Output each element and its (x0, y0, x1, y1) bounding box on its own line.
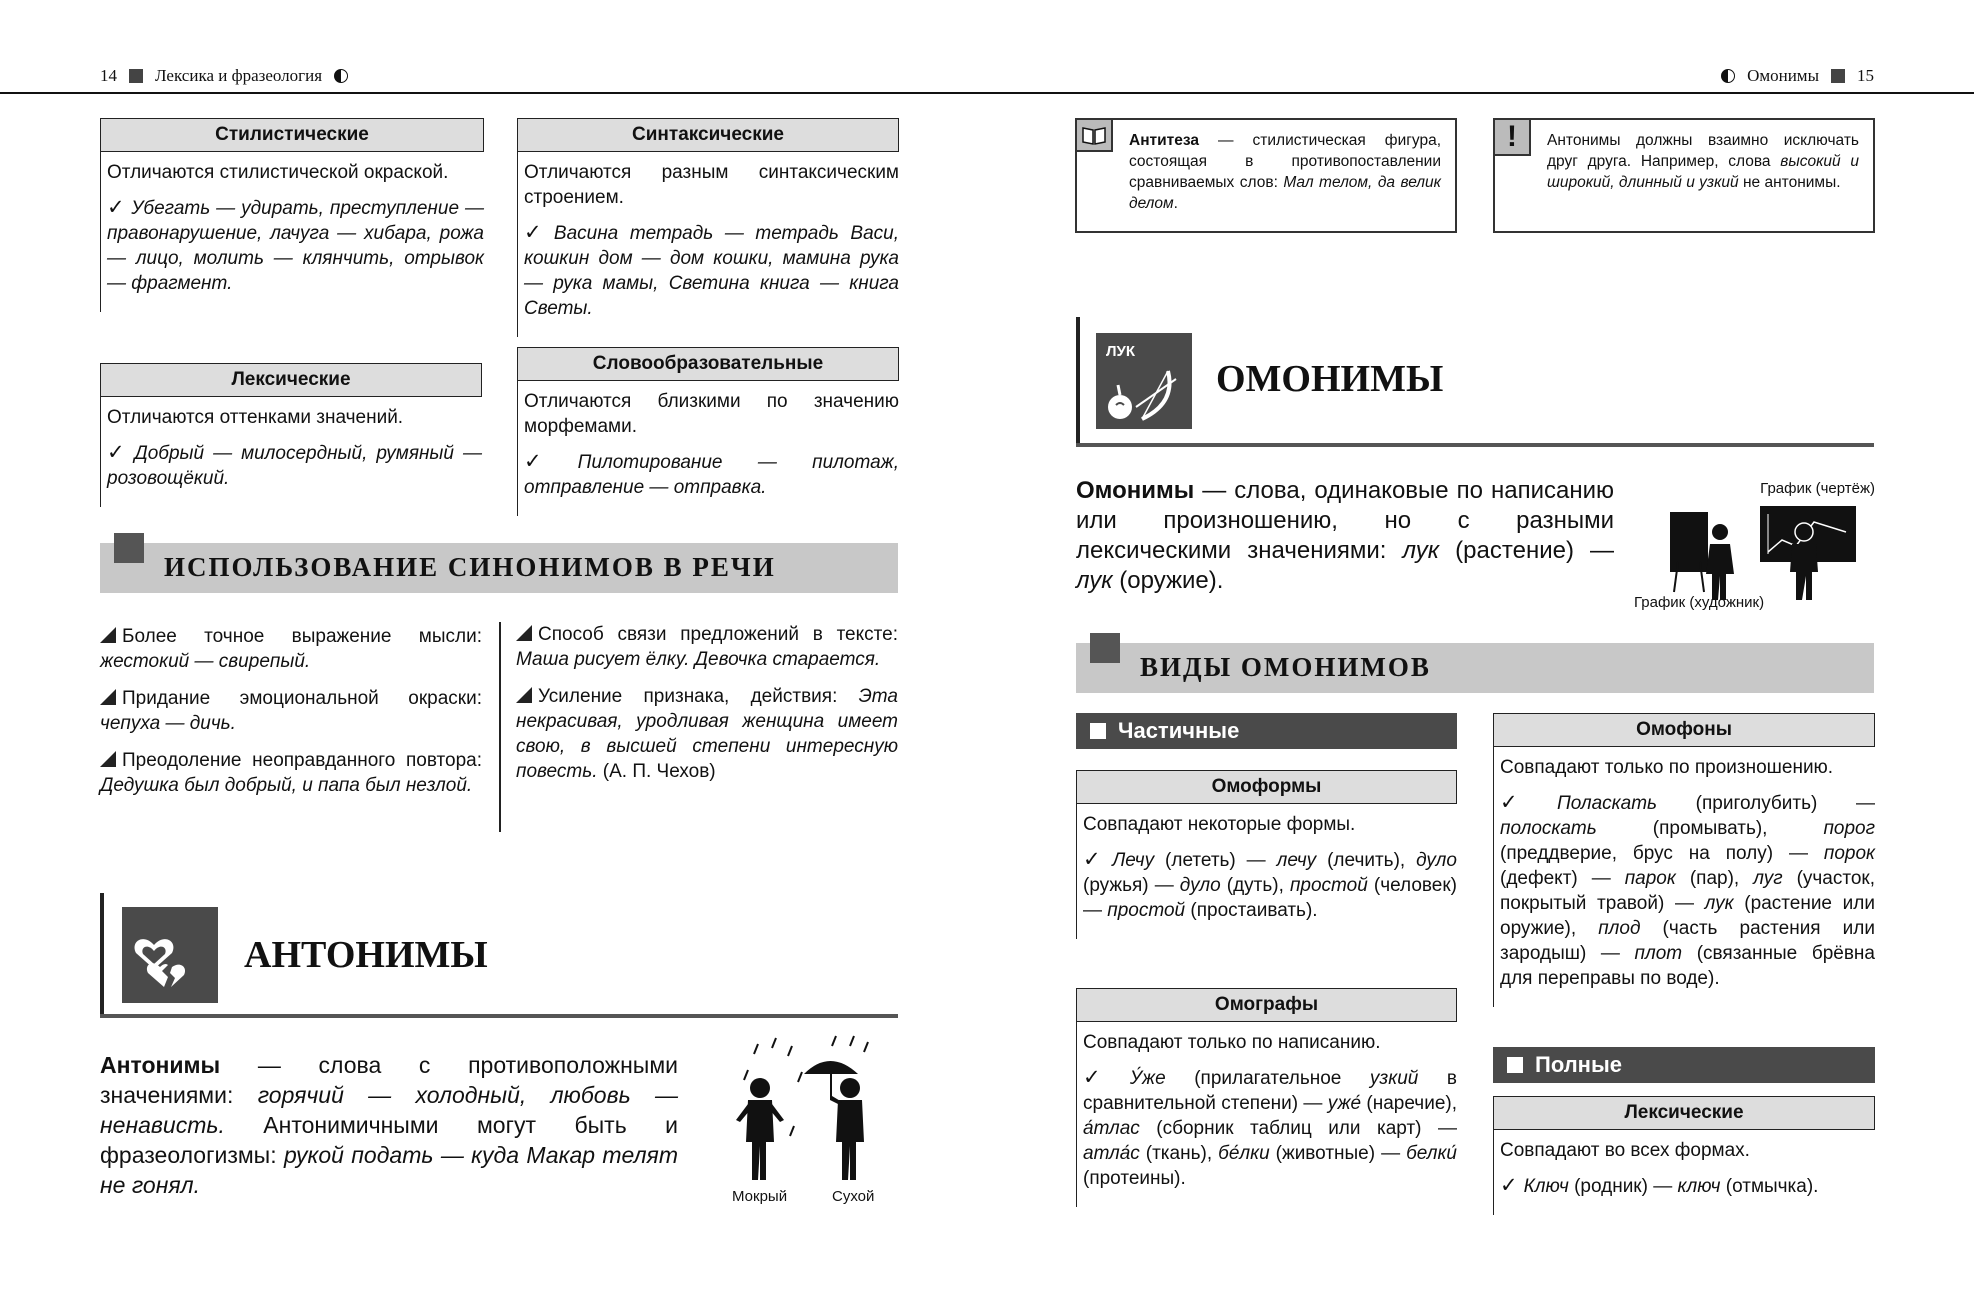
icon-label: ЛУК (1106, 343, 1136, 360)
square-icon (1090, 723, 1106, 739)
check-icon: ✓ (524, 450, 572, 473)
triangle-bullet-icon (100, 751, 116, 767)
box-description: Отличаются стилистической окраской. (107, 162, 449, 183)
right-section-title: Омонимы (1747, 66, 1819, 85)
box-title: Стилистические (100, 118, 484, 152)
book-icon (1077, 120, 1113, 152)
box-body (1076, 804, 1457, 939)
half-circle-icon (1721, 69, 1735, 83)
square-icon (1831, 69, 1845, 83)
list-item: Более точное выражение мысли: жестокий — свирепый. (100, 626, 482, 672)
box-body (517, 152, 899, 337)
right-page-number: 15 (1857, 66, 1874, 85)
heart-icon (122, 907, 218, 1003)
box-examples: ✓ Убегать — удирать, преступление — правонарушение, лачуга — хибара, рожа — лицо, молить — клянчить, отрывок — фрагмент. (107, 196, 484, 294)
heading-left-rule (100, 893, 104, 1018)
check-icon: ✓ (1500, 791, 1551, 814)
box-examples: ✓ Поласкать (приголубить) — полоскать (промывать), порог (преддверие, брус на полу) — порок (дефект) — парок (пар), луг (участок, покрытый травой) — лук (растение или оружие), плод (часть растения или зародыш) — плот (связанные брёвна для переправы по воде). (1500, 791, 1876, 989)
triangle-bullet-icon (516, 687, 532, 703)
homonyms-definition: Омонимы — слова, одинаковые по написанию или произношению, но с разными лексическими значениями: лук (растение) — лук (оружие). (1076, 477, 1615, 594)
square-icon (129, 69, 143, 83)
square-icon (1090, 633, 1120, 663)
page-title-homonyms: ОМОНИМЫ (1216, 358, 1444, 400)
synonym-type-stylistic (100, 118, 484, 312)
right-running-head (1721, 66, 1874, 86)
triangle-bullet-icon (516, 625, 532, 641)
box-title: Лексические (1493, 1096, 1875, 1130)
antonyms-heading-block (100, 893, 898, 1018)
caption-artist: График (художник) (1634, 594, 1765, 611)
check-icon: ✓ (1083, 1066, 1124, 1089)
caption-wet: Мокрый (732, 1188, 788, 1205)
synonym-type-wordformation (517, 347, 899, 516)
column-divider (499, 622, 501, 832)
onion-bow-icon (1096, 333, 1192, 429)
box-examples: ✓ У́же (прилагательное узкий в сравнительной степени) — уже́ (наречие), а́тлас (сборник таблиц или карт) — атла́с (ткань), бе́лки (животные) — белки́ (протеины). (1083, 1066, 1457, 1189)
check-icon: ✓ (1083, 848, 1107, 871)
exclamation-icon: ! (1495, 120, 1531, 156)
homonym-type-omofony (1493, 713, 1875, 1007)
box-title: Лексические (100, 363, 482, 397)
box-description: Отличаются близкими по значению морфемами. (524, 391, 899, 437)
section-title: ВИДЫ ОМОНИМОВ (1140, 652, 1431, 682)
box-body (1493, 747, 1875, 1007)
box-examples: ✓ Лечу (лететь) — лечу (лечить), дуло (ружья) — дуло (дуть), простой (человек) — простой (простаивать). (1083, 848, 1457, 921)
check-icon: ✓ (107, 441, 129, 464)
left-running-head (100, 66, 348, 86)
box-description: Совпадают только по написанию. (1083, 1032, 1381, 1053)
homonyms-heading-block (1076, 317, 1874, 447)
box-title: Омофоны (1493, 713, 1875, 747)
homonym-type-omografy (1076, 988, 1457, 1207)
full-homonyms-bar: Полные (1493, 1047, 1875, 1083)
box-examples: ✓ Пилотирование — пилотаж, отправление — отправка. (524, 450, 899, 498)
page-title-antonyms: АНТОНИМЫ (244, 934, 488, 976)
box-title: Омоформы (1076, 770, 1457, 804)
list-item: Преодоление неоправданного повтора: Дедушка был добрый, и папа был незлой. (100, 750, 482, 796)
section-title: ИСПОЛЬЗОВАНИЕ СИНОНИМОВ В РЕЧИ (164, 552, 776, 582)
half-circle-icon (334, 69, 348, 83)
partial-homonyms-bar: Частичные (1076, 713, 1457, 749)
section-heading-homonym-types (1076, 643, 1874, 693)
caption-drawing: График (чертёж) (1760, 480, 1875, 497)
header-rule (0, 92, 1974, 94)
synonym-type-lexical (100, 363, 482, 507)
homonym-type-omoformy (1076, 770, 1457, 939)
caption-dry: Сухой (832, 1188, 875, 1205)
check-icon: ✓ (524, 221, 548, 244)
square-icon (1507, 1057, 1523, 1073)
box-examples: ✓ Ключ (родник) — ключ (отмычка). (1500, 1174, 1819, 1197)
box-description: Отличаются оттенками значений. (107, 407, 404, 428)
list-item: Усиление признака, действия: Эта некрасивая, уродливая женщина имеет свою, в высшей степени интересную повесть. (А. П. Чехов) (516, 686, 898, 782)
box-examples: ✓ Васина тетрадь — тетрадь Васи, кошкин дом — дом кошки, мамина рука — рука мамы, Светина книга — книга Светы. (524, 221, 899, 319)
box-title: Омографы (1076, 988, 1457, 1022)
box-description: Совпадают во всех формах. (1500, 1140, 1750, 1161)
synonym-type-syntactic (517, 118, 899, 337)
box-body (100, 152, 484, 312)
homonym-type-lexical (1493, 1096, 1875, 1215)
check-icon: ✓ (1500, 1174, 1518, 1197)
list-item: Придание эмоциональной окраски: чепуха — дичь. (100, 688, 482, 734)
left-section-title: Лексика и фразеология (155, 66, 323, 85)
box-body (1493, 1130, 1875, 1215)
box-body (100, 397, 482, 507)
box-body (1076, 1022, 1457, 1207)
heading-left-rule (1076, 317, 1080, 447)
usage-list-left (100, 624, 482, 810)
triangle-bullet-icon (100, 689, 116, 705)
list-item: Способ связи предложений в тексте: Маша рисует ёлку. Девочка старается. (516, 624, 898, 670)
square-icon (114, 533, 144, 563)
antonyms-definition: Антонимы — слова с противоположными значениями: горячий — холодный, любовь — ненависть. Антонимичными могут быть и фразеологизмы: рукой подать — куда Макар телят не гонял. (100, 1052, 678, 1198)
antithesis-note: Антитеза — стилистическая фигура, состоящая в противопоставлении сравниваемых слов: Мал телом, да велик делом. (1075, 118, 1457, 233)
box-description: Отличаются разным синтаксическим строением. (524, 162, 899, 208)
box-description: Совпадают только по произношению. (1500, 757, 1834, 778)
heading-bottom-rule (100, 1014, 898, 1018)
box-examples: ✓ Добрый — милосердный, румяный — розовощёкий. (107, 441, 482, 489)
rain-illustration (718, 1030, 898, 1210)
box-title: Синтаксические (517, 118, 899, 152)
triangle-bullet-icon (100, 627, 116, 643)
usage-list-right (516, 622, 898, 796)
box-body (517, 381, 899, 516)
check-icon: ✓ (107, 196, 126, 219)
box-description: Совпадают некоторые формы. (1083, 814, 1356, 835)
heading-bottom-rule (1076, 443, 1874, 447)
section-heading-synonyms-usage (100, 543, 898, 593)
warning-note: ! Антонимы должны взаимно исключать друг друга. Например, слова высокий и широкий, длинный и узкий не антонимы. (1493, 118, 1875, 233)
box-title: Словообразовательные (517, 347, 899, 381)
left-page-number: 14 (100, 66, 117, 85)
graph-illustration (1630, 478, 1875, 618)
